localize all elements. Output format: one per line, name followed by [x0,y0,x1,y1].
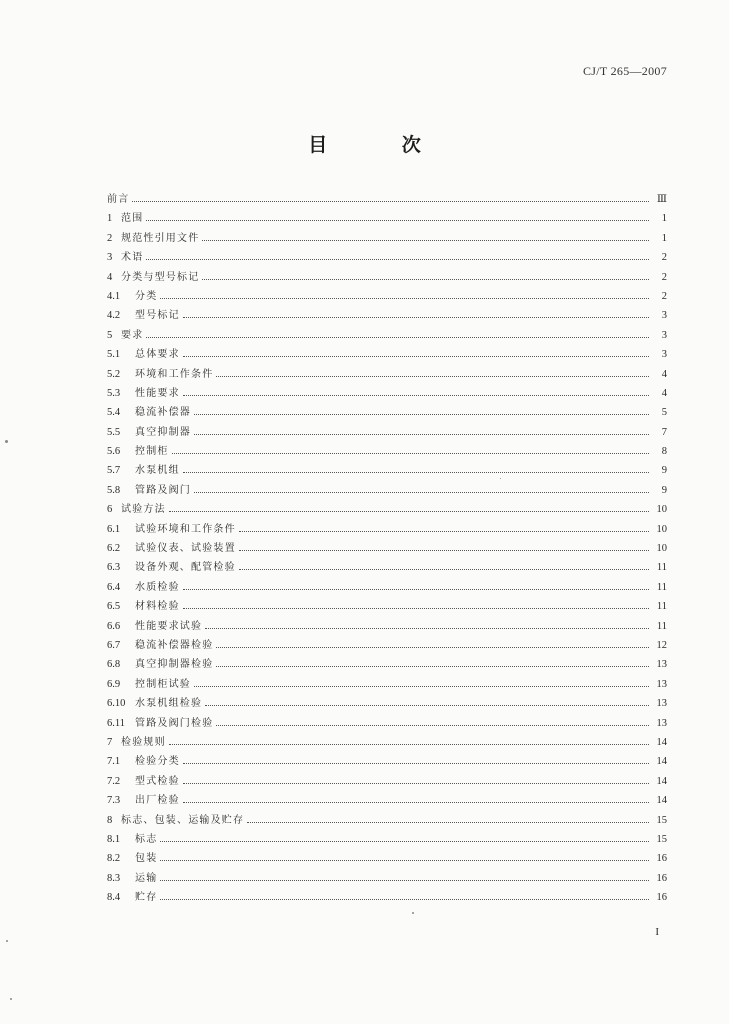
toc-entry-page: 2 [661,271,667,283]
page-number: I [655,926,659,938]
toc-entry [107,597,667,616]
toc-entry [107,772,667,791]
toc-leader-dots [183,762,649,764]
toc-entry [107,752,667,771]
toc-entry [107,733,667,752]
toc-entry-number: 6.3 [107,562,121,574]
toc-entry-title: 型号标记 [135,310,180,322]
toc-entry-title: 性能要求 [135,387,180,399]
toc-entry-page: Ⅲ [656,194,667,205]
toc-entry-title: 包装 [135,853,158,865]
toc-entry [107,830,667,849]
toc-entry-title: 真空抑制器 [135,426,191,438]
toc-leader-dots [216,665,649,667]
toc-entry-number: 6.10 [107,698,126,710]
toc-entry [107,423,667,442]
toc-entry [107,209,667,228]
toc-entry-page: 4 [661,387,667,399]
toc-entry-number: 6.9 [107,678,121,690]
toc-entry-title: 规范性引用文件 [121,232,200,244]
toc-entry-number: 6 [107,504,113,516]
toc-leader-dots [172,452,649,454]
toc-leader-dots [205,627,649,629]
toc-entry-number: 6.6 [107,620,121,632]
standard-code: CJ/T 265—2007 [582,64,667,78]
toc-entry-page: 16 [656,892,667,904]
toc-entry [107,229,667,248]
toc-leader-dots [183,801,649,803]
toc-entry-title: 出厂检验 [135,795,180,807]
toc-entry-title: 运输 [135,872,158,884]
toc-entry [107,888,667,907]
scan-speck [6,940,8,942]
toc-leader-dots [160,879,649,881]
toc-leader-dots [183,782,649,784]
toc-leader-dots [183,355,649,357]
toc-entry [107,248,667,267]
toc-entry-page: 16 [656,853,667,865]
toc-entry-page: 4 [661,368,667,380]
toc-entry-number: 6.1 [107,523,121,535]
toc-entry-title: 稳流补偿器检验 [135,639,214,651]
toc-entry-page: 9 [661,484,667,496]
toc-entry-number: 5.1 [107,349,121,361]
toc-entry [107,287,667,306]
toc-entry-number: 7.1 [107,756,121,768]
toc-entry-number: 7.3 [107,795,121,807]
toc-leader-dots [183,607,649,609]
toc-leader-dots [216,646,649,648]
toc-entry-page: 13 [656,678,667,690]
toc-leader-dots [183,471,649,473]
scan-speck [500,478,501,479]
toc-entry-title: 型式检验 [135,775,180,787]
toc-entry-page: 10 [656,523,667,535]
toc-entry [107,791,667,810]
toc-entry-number: 3 [107,252,113,264]
toc-entry [107,442,667,461]
toc-entry-page: 14 [656,775,667,787]
toc-entry-title: 分类与型号标记 [121,271,200,283]
toc-entry-number: 6.8 [107,659,121,671]
toc-leader-dots [239,568,649,570]
toc-entry-title: 材料检验 [135,601,180,613]
toc-entry [107,403,667,422]
toc-entry-page: 1 [661,213,667,225]
toc-entry [107,811,667,830]
toc-entry [107,268,667,287]
scan-speck [5,440,8,443]
toc-entry-title: 设备外观、配管检验 [135,562,236,574]
toc-entry-page: 12 [656,639,667,651]
toc-entry [107,190,667,209]
toc-entry [107,345,667,364]
toc-entry-title: 试验环境和工作条件 [135,523,236,535]
toc-leader-dots [239,549,649,551]
toc-entry [107,714,667,733]
toc-leader-dots [202,239,649,241]
toc-entry-title: 水泵机组检验 [135,698,203,710]
toc-entry [107,849,667,868]
toc-entry-number: 2 [107,232,113,244]
toc-entry-number: 5.8 [107,484,121,496]
toc-leader-dots [202,278,649,280]
toc-entry-page: 11 [656,581,667,593]
toc-entry-number: 8 [107,814,113,826]
toc-entry-title: 标志 [135,833,158,845]
toc-entry-page: 5 [661,407,667,419]
toc-leader-dots [160,898,649,900]
toc-leader-dots [216,375,649,377]
page-title: 目 次 [308,134,455,156]
toc-entry [107,481,667,500]
toc-entry-title: 管路及阀门 [135,484,191,496]
toc-entry-page: 3 [661,329,667,341]
toc-entry-number: 4.1 [107,290,121,302]
toc-leader-dots [169,743,649,745]
toc-entry [107,578,667,597]
toc-leader-dots [216,724,649,726]
toc-entry-number: 6.2 [107,543,121,555]
toc-entry-page: 1 [661,232,667,244]
toc-entry-title: 分类 [135,290,158,302]
toc-entry-page: 2 [661,252,667,264]
toc-entry-page: 10 [656,504,667,516]
toc-entry [107,617,667,636]
toc-entry-title: 试验方法 [121,504,166,516]
toc-entry-number: 7.2 [107,775,121,787]
toc-entry-page: 13 [656,717,667,729]
toc-entry-number: 8.4 [107,892,121,904]
toc-entry-number: 6.7 [107,639,121,651]
table-of-contents [107,190,667,907]
toc-entry-page: 15 [656,814,667,826]
toc-entry-title: 试验仪表、试验装置 [135,543,236,555]
toc-entry-number: 4 [107,271,113,283]
toc-entry-page: 10 [656,543,667,555]
toc-leader-dots [160,297,649,299]
toc-entry-page: 8 [661,446,667,458]
toc-leader-dots [132,200,649,202]
toc-entry-page: 11 [656,620,667,632]
toc-entry-page: 11 [656,562,667,574]
toc-entry [107,520,667,539]
toc-entry-page: 3 [661,349,667,361]
scan-speck [10,998,12,1000]
toc-entry-number: 6.4 [107,581,121,593]
toc-leader-dots [194,685,649,687]
toc-entry-page: 13 [656,659,667,671]
toc-entry-title: 水质检验 [135,581,180,593]
toc-entry-title: 检验规则 [121,736,166,748]
toc-entry-page: 14 [656,736,667,748]
toc-entry-title: 环境和工作条件 [135,368,214,380]
toc-leader-dots [239,530,649,532]
toc-leader-dots [205,704,649,706]
toc-entry [107,694,667,713]
toc-entry-page: 16 [656,872,667,884]
toc-entry [107,326,667,345]
toc-entry-title: 性能要求试验 [135,620,203,632]
toc-entry-title: 稳流补偿器 [135,407,191,419]
toc-entry-number: 1 [107,213,113,225]
toc-entry-title: 水泵机组 [135,465,180,477]
scan-speck [412,912,414,914]
toc-entry-number: 8.1 [107,833,121,845]
toc-entry [107,384,667,403]
toc-entry-page: 2 [661,290,667,302]
toc-entry [107,306,667,325]
toc-leader-dots [183,316,649,318]
toc-leader-dots [194,413,649,415]
toc-entry-page: 14 [656,795,667,807]
toc-entry-number: 5.5 [107,426,121,438]
toc-entry-number: 5.7 [107,465,121,477]
toc-entry-title: 检验分类 [135,756,180,768]
toc-entry-number: 5 [107,329,113,341]
toc-entry-number: 5.6 [107,446,121,458]
toc-entry-title: 贮存 [135,892,158,904]
toc-leader-dots [146,219,649,221]
toc-entry [107,500,667,519]
toc-entry-number: 5.3 [107,387,121,399]
toc-leader-dots [169,510,649,512]
toc-entry-page: 14 [656,756,667,768]
toc-entry-number: 8.2 [107,853,121,865]
toc-entry [107,461,667,480]
toc-entry [107,675,667,694]
toc-entry-title: 前言 [107,194,130,205]
toc-entry [107,636,667,655]
toc-leader-dots [194,491,649,493]
toc-entry-number: 6.11 [107,717,125,729]
toc-entry-number: 4.2 [107,310,121,322]
toc-entry-number: 5.4 [107,407,121,419]
toc-entry-title: 真空抑制器检验 [135,659,214,671]
toc-leader-dots [183,588,649,590]
toc-entry-title: 范围 [121,213,144,225]
toc-entry-page: 7 [661,426,667,438]
toc-entry [107,655,667,674]
toc-leader-dots [160,859,649,861]
toc-entry-page: 13 [656,698,667,710]
toc-leader-dots [183,394,649,396]
toc-entry-title: 控制柜 [135,446,169,458]
toc-leader-dots [146,258,649,260]
toc-entry-title: 控制柜试验 [135,678,191,690]
toc-entry-title: 术语 [121,252,144,264]
toc-entry-title: 管路及阀门检验 [135,717,214,729]
toc-entry-number: 6.5 [107,601,121,613]
toc-entry-title: 要求 [121,329,144,341]
toc-entry-page: 15 [656,833,667,845]
toc-entry [107,558,667,577]
toc-leader-dots [146,336,649,338]
toc-leader-dots [247,821,649,823]
toc-leader-dots [160,840,649,842]
toc-entry-title: 总体要求 [135,349,180,361]
toc-entry [107,365,667,384]
toc-entry-page: 9 [661,465,667,477]
toc-entry-number: 8.3 [107,872,121,884]
toc-leader-dots [194,433,649,435]
toc-entry-title: 标志、包装、运输及贮存 [121,814,245,826]
toc-entry [107,539,667,558]
toc-entry-number: 7 [107,736,113,748]
toc-entry-page: 11 [656,601,667,613]
toc-entry-number: 5.2 [107,368,121,380]
toc-entry-page: 3 [661,310,667,322]
toc-entry [107,869,667,888]
